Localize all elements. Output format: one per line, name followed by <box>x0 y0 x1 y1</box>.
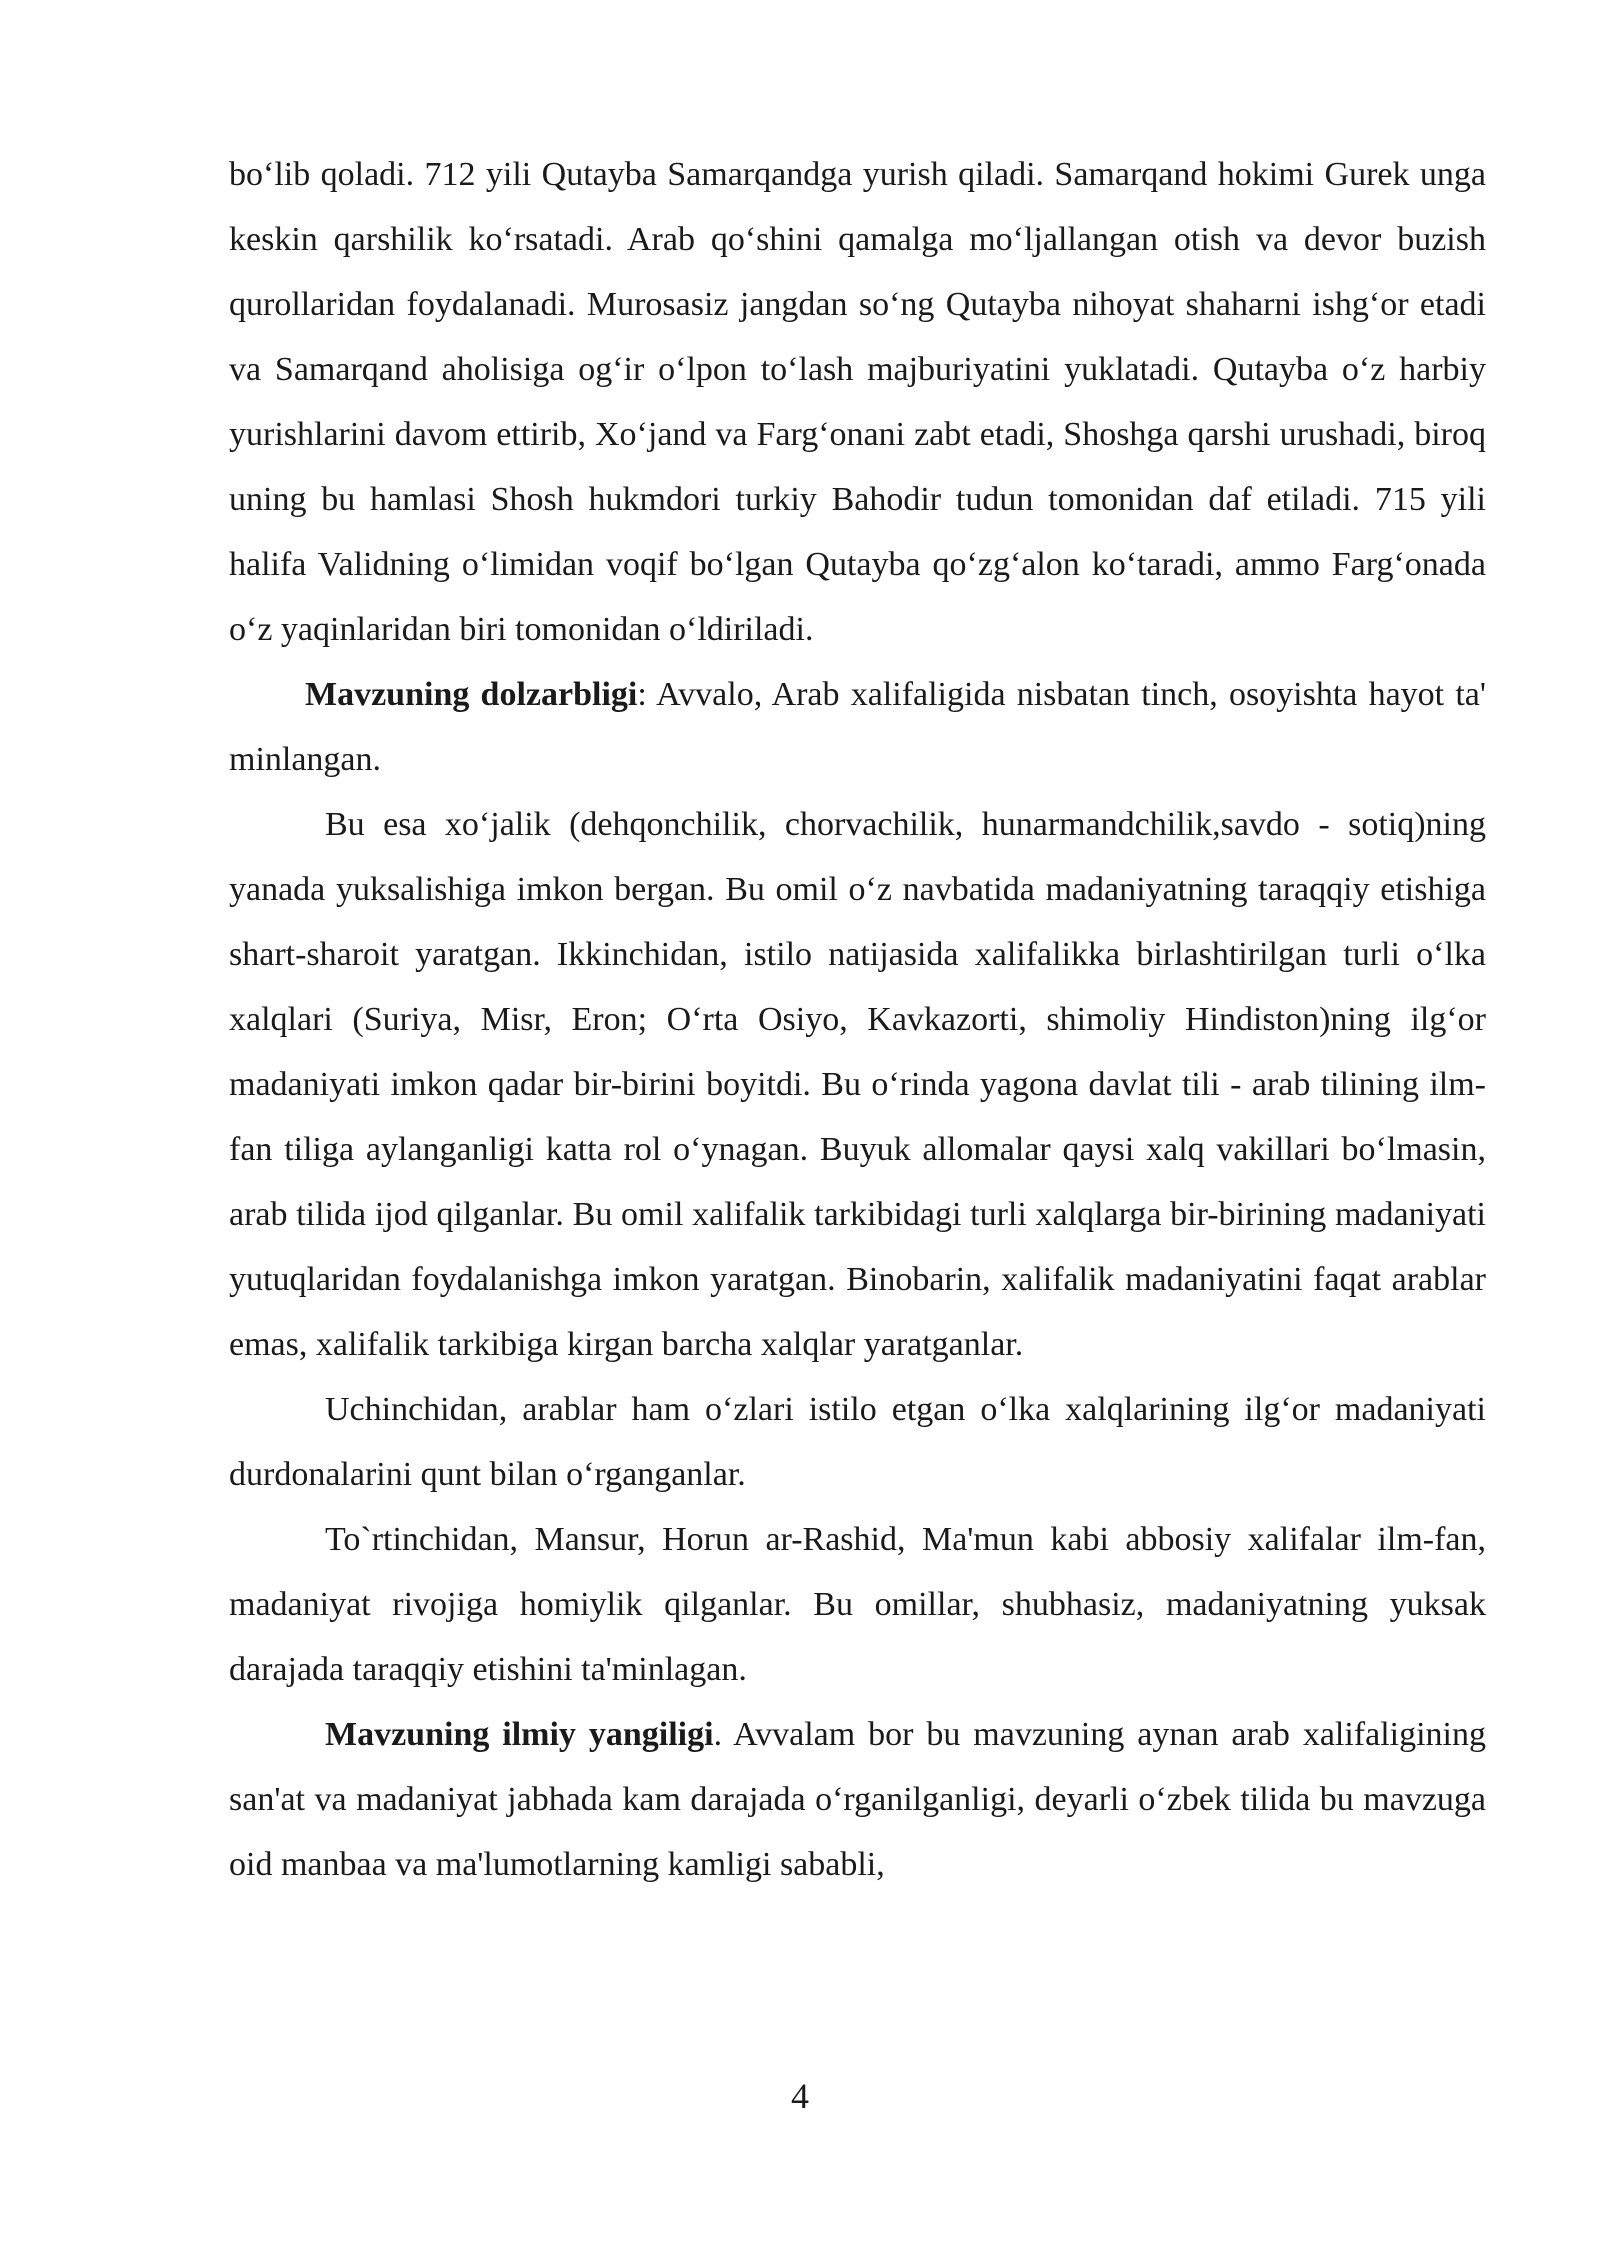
heading-topic-relevance: Mavzuning dolzarbligi <box>305 676 638 713</box>
paragraph-text: bo‘lib qoladi. 712 yili Qutayba Samarqandga yurish qiladi. Samarqand hokimi Gurek unga keskin qarshilik ko‘rsatadi. Arab qo‘shini qamalga mo‘ljallangan otish va devor buzish qurollaridan foydalanadi. Murosasiz jangdan so‘ng Qutayba nihoyat shaharni ishg‘or etadi va Samarqand aholisiga og‘ir o‘lpon to‘lash majburiyatini yuklatadi. Qutayba o‘z harbiy yurishlarini davom ettirib, Xo‘jand va Farg‘onani zabt etadi, Shoshga qarshi urushadi, biroq uning bu hamlasi Shosh hukmdori turkiy Bahodir tudun tomonidan daf etiladi. 715 yili halifa Validning o‘limidan voqif bo‘lgan Qutayba qo‘zg‘alon ko‘taradi, ammo Farg‘onada o‘z yaqinlaridan biri tomonidan o‘ldiriladi. <box>229 156 1486 648</box>
document-body <box>229 142 1486 1897</box>
page-number: 4 <box>791 2076 809 2116</box>
paragraph-scientific-novelty <box>229 1702 1486 1897</box>
paragraph-text: Uchinchidan, arablar ham o‘zlari istilo etgan o‘lka xalqlarining ilg‘or madaniyati durdonalarini qunt bilan o‘rganganlar. <box>229 1391 1486 1493</box>
paragraph-economy-culture <box>229 792 1486 1377</box>
paragraph-text: To`rtinchidan, Mansur, Horun ar-Rashid, Ma'mun kabi abbosiy xalifalar ilm-fan, madaniyat rivojiga homiylik qilganlar. Bu omillar, shubhasiz, madaniyatning yuksak darajada taraqqiy etishini ta'minlagan. <box>229 1521 1486 1688</box>
paragraph-topic-relevance <box>229 662 1486 792</box>
paragraph-text: . Avvalam bor bu mavzuning aynan arab xalifaligining san'at va madaniyat jabhada kam darajada o‘rganilganligi, deyarli o‘zbek tilida bu mavzuga oid manbaa va ma'lumotlarning kamligi sababli, <box>229 1716 1486 1883</box>
paragraph-third-reason <box>229 1377 1486 1507</box>
heading-scientific-novelty: Mavzuning ilmiy yangiligi <box>325 1716 714 1753</box>
paragraph-qutayba-campaign <box>229 142 1486 662</box>
paragraph-text: Bu esa xo‘jalik (dehqonchilik, chorvachilik, hunarmandchilik,savdo - sotiq)ning yanada yuksalishiga imkon bergan. Bu omil o‘z navbatida madaniyatning taraqqiy etishiga shart-sharoit yaratgan. Ikkinchidan, istilo natijasida xalifalikka birlashtirilgan turli o‘lka xalqlari (Suriya, Misr, Eron; O‘rta Osiyo, Kavkazorti, shimoliy Hindiston)ning ilg‘or madaniyati imkon qadar bir-birini boyitdi. Bu o‘rinda yagona davlat tili - arab tilining ilm-fan tiliga aylanganligi katta rol o‘ynagan. Buyuk allomalar qaysi xalq vakillari bo‘lmasin, arab tilida ijod qilganlar. Bu omil xalifalik tarkibidagi turli xalqlarga bir-birining madaniyati yutuqlaridan foydalanishga imkon yaratgan. Binobarin, xalifalik madaniyatini faqat arablar emas, xalifalik tarkibiga kirgan barcha xalqlar yaratganlar. <box>229 806 1486 1363</box>
paragraph-fourth-reason <box>229 1507 1486 1702</box>
paragraph-text: : Avvalo, Arab xalifaligida nisbatan tinch, osoyishta hayot ta' minlangan. <box>229 676 1487 778</box>
